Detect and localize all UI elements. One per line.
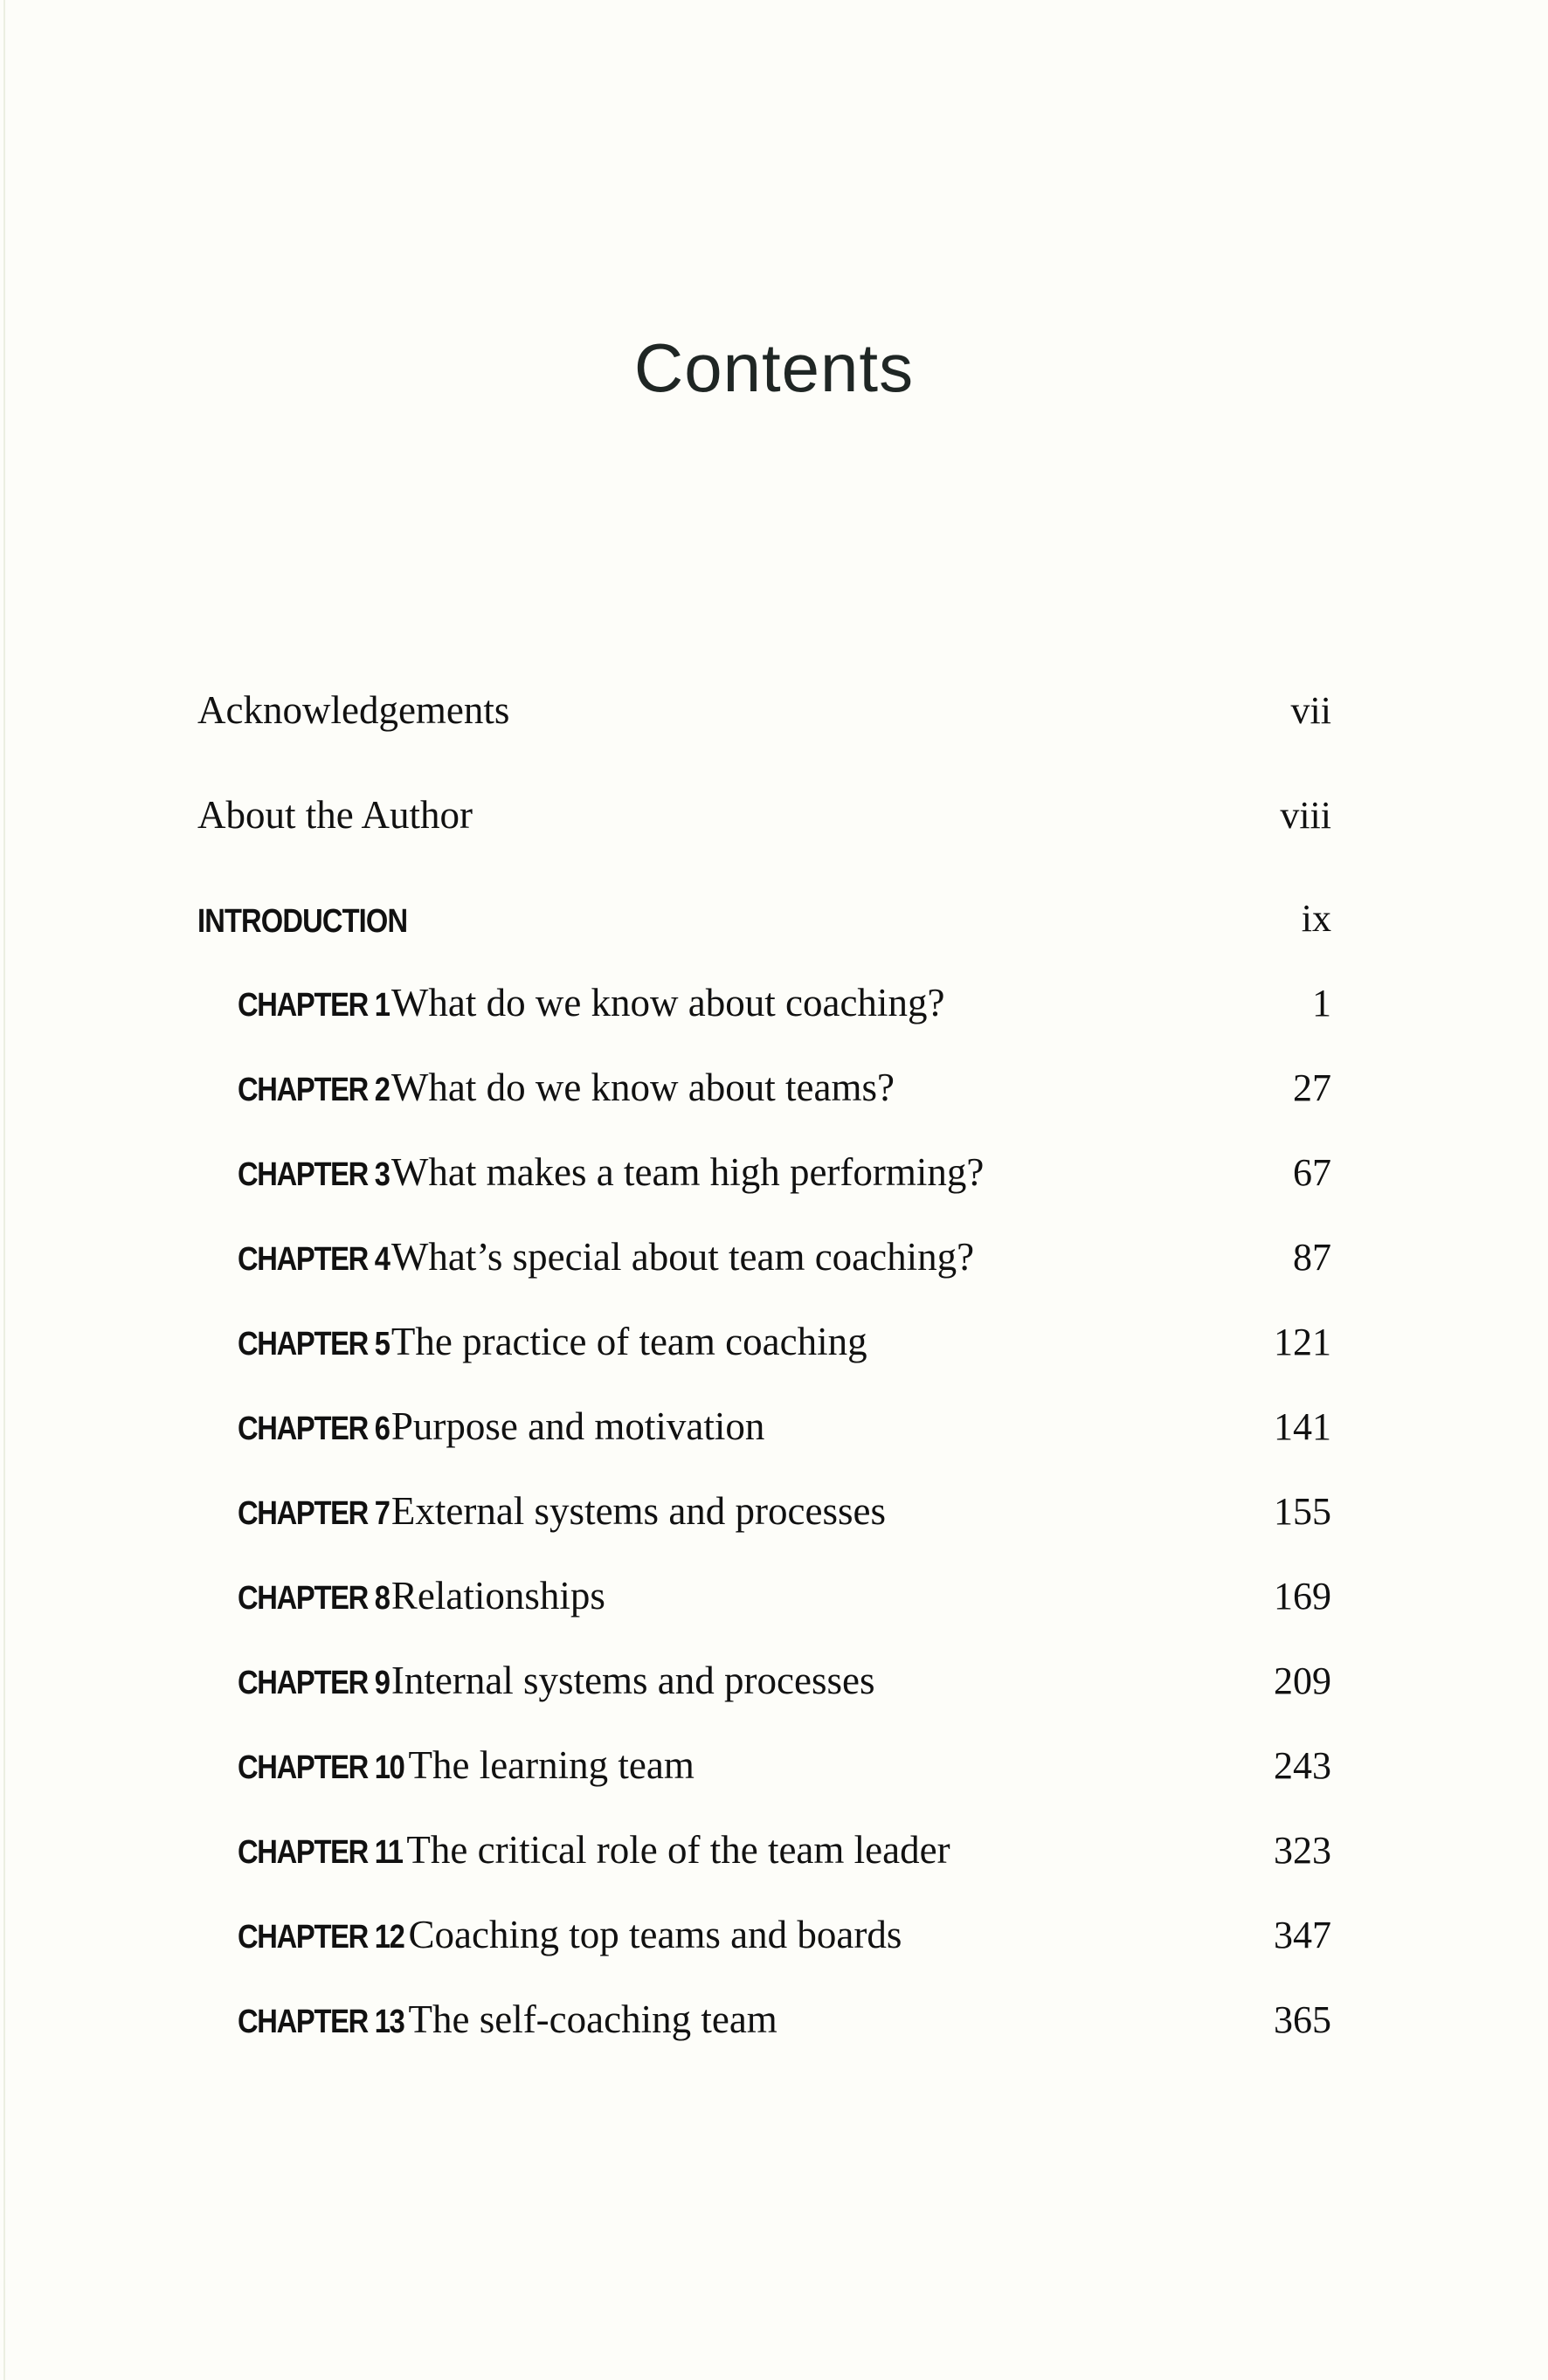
toc-entry-chapter-12[interactable] (0, 1902, 1548, 1955)
toc-entry-page-number: 243 (1274, 1744, 1331, 1787)
chapter-title: The learning team (408, 1743, 695, 1787)
toc-entry-label: About the Author (197, 793, 473, 837)
chapter-number: CHAPTER 1 (238, 987, 390, 1024)
toc-entry-page-number: vii (1290, 689, 1331, 732)
toc-entry-chapter-4[interactable] (0, 1224, 1548, 1277)
chapter-number: CHAPTER 6 (238, 1411, 390, 1447)
toc-entry-chapter-8[interactable] (0, 1563, 1548, 1616)
chapter-title: Purpose and motivation (390, 1404, 765, 1448)
toc-entry-chapter-6[interactable] (0, 1394, 1548, 1446)
toc-entry-page-number: 27 (1293, 1066, 1331, 1109)
chapter-number: CHAPTER 5 (238, 1326, 390, 1362)
toc-entry-page-number: 323 (1274, 1829, 1331, 1872)
chapter-number: CHAPTER 7 (238, 1495, 390, 1532)
toc-entry-page-number: 155 (1274, 1490, 1331, 1533)
chapter-number: CHAPTER 12 (238, 1919, 404, 1956)
toc-entry-page-number: 365 (1274, 1998, 1331, 2041)
chapter-number: CHAPTER 4 (238, 1241, 390, 1278)
chapter-number: CHAPTER 8 (238, 1580, 390, 1617)
chapter-number: CHAPTER 3 (238, 1156, 390, 1193)
toc-entry-page-number: 87 (1293, 1236, 1331, 1279)
chapter-title: What makes a team high performing? (390, 1150, 985, 1194)
toc-entry-chapter-5[interactable] (0, 1309, 1548, 1362)
chapter-title: Internal systems and processes (390, 1659, 875, 1702)
chapter-title: The practice of team coaching (390, 1320, 867, 1363)
toc-entry-about-the-author[interactable] (0, 783, 1548, 835)
toc-entry-page-number: 347 (1274, 1914, 1331, 1956)
chapter-title: What’s special about team coaching? (390, 1235, 975, 1279)
toc-entry-label: Acknowledgements (197, 688, 510, 732)
chapter-number: CHAPTER 9 (238, 1665, 390, 1701)
toc-entry-page-number: ix (1301, 897, 1331, 940)
toc-entry-chapter-3[interactable] (0, 1140, 1548, 1192)
chapter-number: CHAPTER 13 (238, 2004, 404, 2040)
toc-entry-page-number: 141 (1274, 1405, 1331, 1448)
toc-entry-chapter-1[interactable] (0, 970, 1548, 1023)
chapter-title: The critical role of the team leader (406, 1828, 950, 1872)
page-title: Contents (633, 329, 915, 407)
toc-entry-page-number: viii (1280, 794, 1331, 837)
toc-entry-chapter-2[interactable] (0, 1055, 1548, 1107)
toc-entry-page-number: 209 (1274, 1659, 1331, 1702)
chapter-title: What do we know about teams? (390, 1066, 895, 1109)
toc-entry-page-number: 169 (1274, 1575, 1331, 1618)
toc-entry-chapter-11[interactable] (0, 1818, 1548, 1870)
chapter-title: What do we know about coaching? (390, 981, 945, 1024)
toc-entry-chapter-9[interactable] (0, 1648, 1548, 1700)
toc-entry-page-number: 1 (1312, 982, 1331, 1024)
chapter-number: CHAPTER 2 (238, 1072, 390, 1108)
toc-entry-page-number: 67 (1293, 1151, 1331, 1194)
toc-entry-page-number: 121 (1274, 1321, 1331, 1363)
toc-entry-acknowledgements[interactable] (0, 678, 1548, 730)
toc-entry-chapter-7[interactable] (0, 1479, 1548, 1531)
toc-entry-chapter-13[interactable] (0, 1987, 1548, 2039)
toc-entry-label: INTRODUCTION (197, 903, 408, 940)
chapter-title: The self-coaching team (408, 1997, 777, 2041)
chapter-title: Coaching top teams and boards (408, 1913, 902, 1956)
toc-entry-introduction[interactable] (0, 886, 1548, 938)
chapter-title: External systems and processes (390, 1489, 886, 1533)
chapter-number: CHAPTER 10 (238, 1749, 404, 1786)
chapter-title: Relationships (390, 1574, 605, 1618)
toc-entry-chapter-10[interactable] (0, 1733, 1548, 1785)
chapter-number: CHAPTER 11 (238, 1834, 403, 1871)
